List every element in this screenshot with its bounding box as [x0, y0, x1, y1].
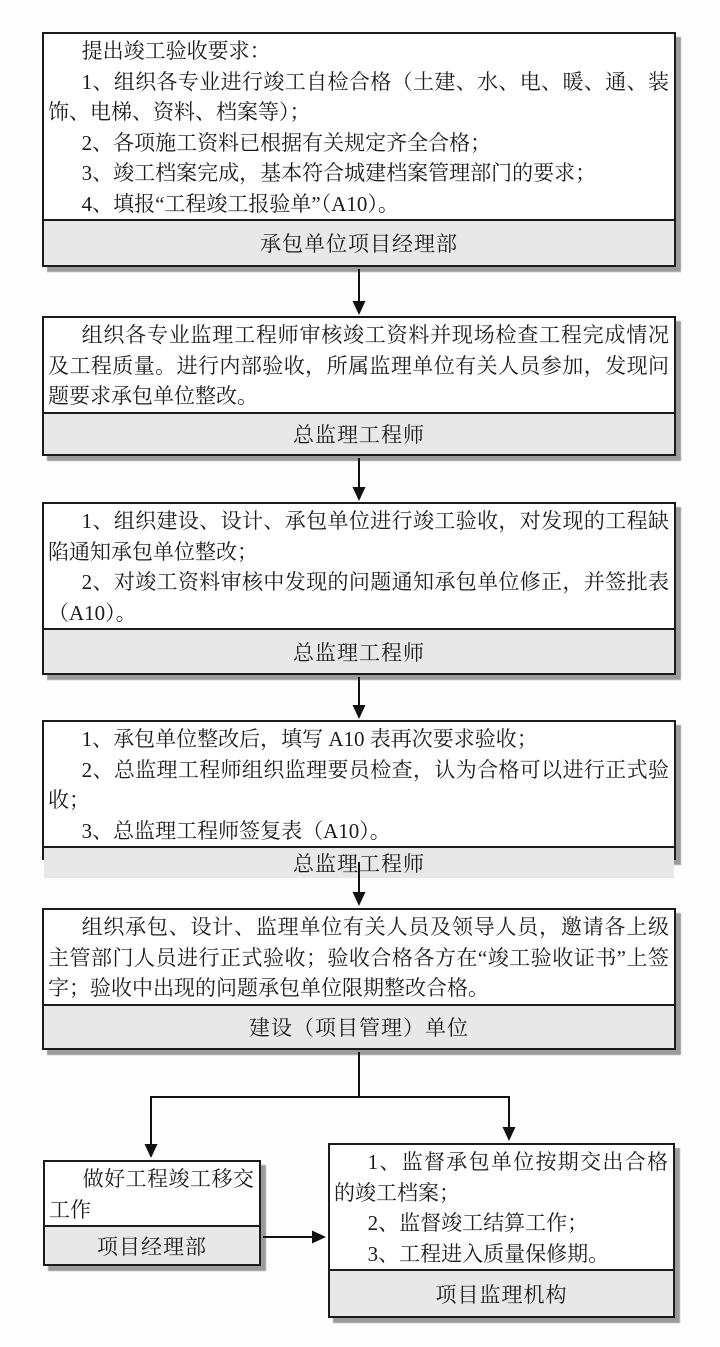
arrow-step6-to-step7	[263, 1231, 326, 1244]
arrow-branch-to-step7	[503, 1096, 516, 1141]
step-5-text	[44, 910, 674, 1004]
step-3-text	[44, 504, 674, 628]
flow-step-4	[42, 720, 676, 876]
step-text-line: 2、各项施工资料已根据有关规定齐全合格；	[81, 130, 492, 155]
arrow-branch-to-step6	[145, 1096, 158, 1158]
step-text-line: 3、总监理工程师签复表（A10）。	[81, 818, 391, 843]
step-1-text	[44, 34, 674, 219]
step-text-line: 做好工程竣工移交工作	[49, 1167, 254, 1222]
step-text-line: 1、组织建设、设计、承包单位进行竣工验收，对发现的工程缺陷通知承包单位整改；	[48, 509, 669, 564]
step-text-line: 提出竣工验收要求：	[81, 39, 271, 63]
step-text-line: 2、总监理工程师组织监理要员检查，认为合格可以进行正式验收；	[48, 757, 669, 812]
step-4-text	[44, 722, 674, 846]
step-6-text	[45, 1162, 259, 1225]
step-text-line: 1、承包单位整改后，填写 A10 表再次要求验收；	[81, 727, 538, 751]
flow-step-2	[42, 316, 676, 456]
step-7-role-label: 项目监理机构	[330, 1269, 673, 1316]
step-text-line: 1、组织各专业进行竣工自检合格（土建、水、电、暖、通、装饰、电梯、资料、档案等）；	[48, 69, 669, 124]
step-text-line: 4、填报“工程竣工报验单”（A10）。	[81, 191, 399, 216]
step-4-role-label: 总监理工程师	[44, 846, 674, 878]
step-5-role-label: 建设（项目管理）单位	[44, 1004, 674, 1049]
flow-step-5	[42, 908, 676, 1050]
step-7-text	[330, 1145, 673, 1269]
step-text-line: 组织各专业监理工程师审核竣工资料并现场检查工程完成情况及工程质量。进行内部验收，所属监理单位有关人员参加，发现问题要求承包单位整改。	[48, 323, 669, 408]
flow-step-6	[43, 1160, 261, 1266]
step-2-text	[44, 318, 674, 412]
flow-step-1	[42, 32, 676, 267]
step-text-line: 组织承包、设计、监理单位有关人员及领导人员，邀请各上级主管部门人员进行正式验收；验收合格各方在“竣工验收证书”上签字；验收中出现的问题承包单位限期整改合格。	[48, 915, 669, 1000]
flow-step-3	[42, 502, 676, 675]
flow-step-7	[328, 1143, 675, 1318]
step-text-line: 3、工程进入质量保修期。	[367, 1241, 610, 1266]
step-2-role-label: 总监理工程师	[44, 412, 674, 455]
step-3-role-label: 总监理工程师	[44, 628, 674, 673]
step-6-role-label: 项目经理部	[45, 1225, 259, 1264]
branch-line-step5	[151, 1052, 509, 1097]
step-text-line: 2、监督竣工结算工作；	[367, 1211, 589, 1235]
step-text-line: 3、竣工档案完成，基本符合城建档案管理部门的要求；	[81, 161, 597, 185]
step-1-role-label: 承包单位项目经理部	[44, 219, 674, 265]
arrow-step3-to-step4	[353, 677, 366, 719]
arrow-step2-to-step3	[353, 458, 366, 501]
step-text-line: 2、对竣工资料审核中发现的问题通知承包单位修正，并签批表（A10）。	[48, 570, 669, 625]
arrow-step1-to-step2	[353, 269, 366, 315]
step-text-line: 1、监督承包单位按期交出合格的竣工档案；	[334, 1150, 668, 1205]
